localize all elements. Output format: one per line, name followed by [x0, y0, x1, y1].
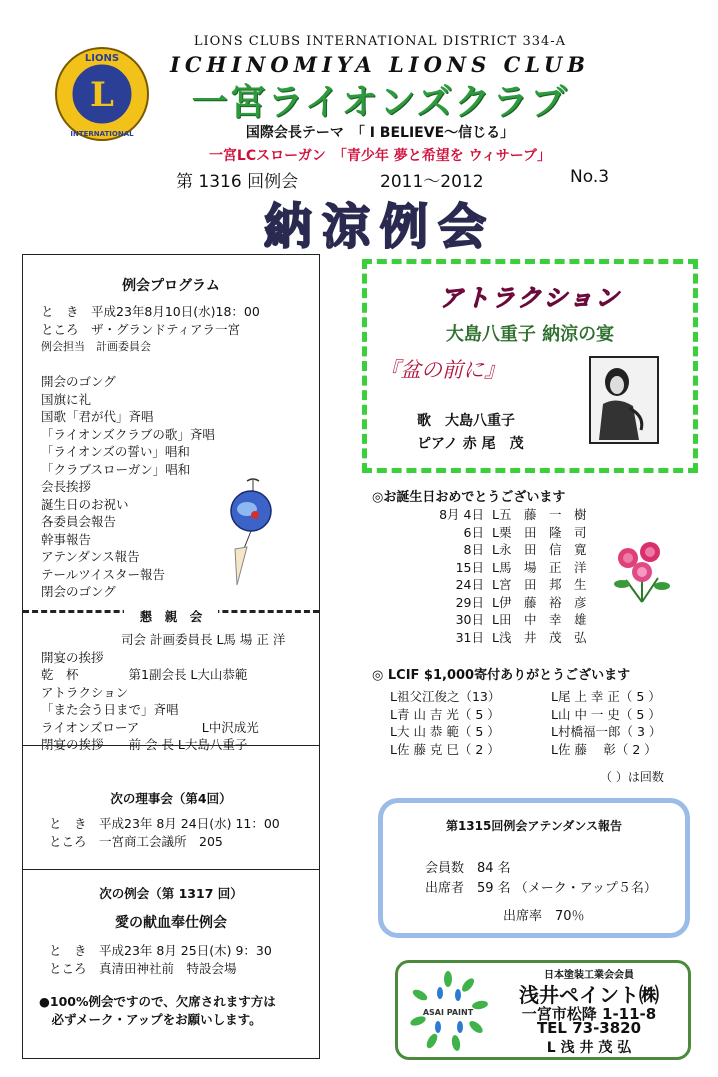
list-item: L尾 上 幸 正（ 5 ） [551, 689, 661, 704]
birthday-date: 30日 [455, 612, 484, 627]
program-item: 「ライオンズクラブの歌」斉唱 [41, 426, 215, 442]
birthday-date: 8日 [463, 542, 484, 557]
attendance-rate: 出席率 70％ [503, 909, 585, 924]
attendance-present: 出席者 59 名 （メーク・アップ５名） [425, 881, 657, 896]
list-item [410, 611, 600, 629]
ad-address: 一宮市松降 1-11-8 [521, 1005, 657, 1023]
list-item: L佐 藤 克 巳（ 2 ） [390, 741, 500, 757]
wind-chime-illustration [213, 477, 293, 587]
party-list [41, 631, 337, 754]
program-item: 会長挨拶 [41, 479, 92, 494]
ad-company: 浅井ペイント㈱ [519, 983, 659, 1007]
birthday-list [410, 506, 600, 646]
program-item: 国旗に礼 [41, 391, 92, 407]
party-title-text: 懇 親 会 [124, 609, 219, 624]
birthday-name: L伊 藤 裕 彦 [492, 594, 587, 610]
logo-center-letter: L [90, 75, 114, 115]
birthday-date: 29日 [455, 594, 484, 610]
party-item: 「また会う日まで」斉唱 [41, 702, 179, 717]
section-divider [23, 869, 319, 870]
birthday-title: ◎お誕生日おめでとうございます [372, 490, 566, 505]
list-item: L村橋福一郎（ 3 ） [551, 724, 662, 739]
list-item: L大 山 恭 範（ 5 ） [390, 724, 500, 739]
logo-top-text: LIONS [84, 53, 120, 64]
attraction-subtitle: 大島八重子 納涼の宴 [445, 324, 615, 345]
attendance-panel [378, 798, 690, 938]
party-item: ライオンズローア L中沢成光 [41, 719, 259, 735]
birthday-name: L浅 井 茂 弘 [492, 629, 587, 645]
attraction-panel [362, 259, 698, 473]
note-line: 必ずメーク・アップをお願いします。 [39, 1011, 262, 1027]
president-theme: 国際会長テーマ 「 I BELIEVE～信じる」 [245, 125, 515, 141]
program-item: 閉会のゴング [41, 584, 116, 599]
next-meeting-note [39, 993, 335, 1028]
birthday-date: 24日 [455, 577, 484, 592]
flower-illustration [612, 540, 674, 606]
birthday-name: L馬 場 正 洋 [492, 559, 587, 575]
party-title [23, 607, 319, 625]
club-slogan: 一宮LCスローガン 「青少年 夢と希望を ウィサーブ」 [208, 148, 552, 164]
next-meeting-info [49, 942, 345, 977]
program-item: テールツイスター報告 [41, 566, 166, 582]
fiscal-year: 2011～2012 [380, 172, 484, 192]
meeting-number: 第 1316 回例会 [176, 172, 299, 192]
logo-text: ASAI PAINT [422, 1008, 474, 1017]
list-item [410, 576, 600, 594]
party-item: 閉宴の挨拶 前 会 長 L大島八重子 [41, 737, 248, 752]
program-panel [22, 254, 320, 1059]
advertisement [395, 960, 691, 1060]
page-title: 納涼例会 [263, 199, 496, 255]
birthday-date: 6日 [463, 524, 484, 540]
lcif-note: （ ）は回数 [600, 770, 664, 784]
logo-bottom-text: INTERNATIONAL [70, 130, 134, 138]
list-item: L青 山 吉 光（ 5 ） [390, 706, 500, 722]
party-item: 開宴の挨拶 [41, 649, 104, 665]
song-title: 『盆の前に』 [379, 358, 505, 382]
attraction-title: アトラクション [439, 284, 621, 312]
ad-person: L 浅 井 茂 弘 [546, 1040, 632, 1056]
program-item: 「クラブスローガン」唱和 [41, 461, 191, 477]
list-item [410, 524, 600, 542]
club-name-english: ICHINOMIYA LIONS CLUB [170, 52, 590, 77]
birthday-date: 31日 [455, 629, 484, 645]
next-meeting-subtitle: 愛の献血奉仕例会 [115, 915, 227, 931]
program-when: と き 平成23年8月10日(水)18：00 [41, 304, 260, 319]
note-line: ●100%例会ですので、欠席されます方は [39, 994, 276, 1009]
program-item: 各委員会報告 [41, 514, 117, 529]
program-item: 「ライオンズの誓い」唱和 [41, 444, 190, 459]
attendance-members: 会員数 84 名 [425, 861, 511, 876]
list-item [410, 629, 600, 647]
lcif-left-list [390, 688, 500, 758]
section-divider [23, 745, 319, 746]
birthday-name: L栗 田 隆 司 [492, 524, 587, 540]
birthday-name: L永 田 信 寛 [492, 542, 587, 557]
program-title: 例会プログラム [122, 278, 220, 294]
program-item: アテンダンス報告 [41, 549, 140, 564]
issue-number: No.3 [570, 167, 610, 187]
asai-paint-logo [406, 969, 490, 1053]
birthday-name: L宮 田 邦 生 [492, 577, 587, 592]
lcif-right-list [551, 688, 661, 758]
program-item: 国歌「君が代」斉唱 [41, 409, 154, 424]
list-item [410, 559, 600, 577]
party-item: 乾 杯 第1副会長 L大山恭範 [41, 667, 248, 682]
birthday-date: 8月 4日 [439, 507, 484, 522]
board-info [49, 815, 345, 850]
party-item: アトラクション [41, 684, 129, 700]
list-item [410, 506, 600, 524]
program-where: ところ ザ・グランドティアラ一宮 [41, 321, 241, 337]
list-item [410, 541, 600, 559]
ad-tel: TEL 73-3820 [536, 1019, 642, 1037]
lions-logo [52, 44, 152, 144]
list-item [410, 594, 600, 612]
program-item: 開会のゴング [41, 374, 116, 389]
club-name-japanese: 一宮ライオンズクラブ [191, 82, 569, 123]
party-mc: 司会 計画委員長 L馬 場 正 洋 [121, 632, 286, 647]
district-label: LIONS CLUBS INTERNATIONAL DISTRICT 334-A [193, 34, 567, 49]
list-item: L佐 藤 彰（ 2 ） [551, 741, 657, 757]
list-item: L祖父江俊之（13） [390, 689, 501, 704]
program-item: 誕生日のお祝い [41, 496, 129, 512]
birthday-name: L五 藤 一 樹 [492, 507, 587, 522]
birthday-name: L田 中 幸 雄 [492, 612, 587, 627]
next-meeting-where: ところ 真清田神社前 特設会場 [49, 960, 237, 976]
program-host: 例会担当 計画委員会 [41, 340, 151, 353]
next-meeting-when: と き 平成23年 8月 25日(木) 9：30 [49, 943, 272, 958]
lcif-title: ◎ LCIF $1,000寄付ありがとうございます [372, 668, 631, 683]
attendance-title: 第1315回例会アテンダンス報告 [445, 819, 623, 833]
board-where: ところ 一宮商工会議所 205 [49, 833, 223, 849]
birthday-date: 15日 [455, 559, 484, 575]
next-meeting-title: 次の例会（第 1317 回） [99, 886, 243, 901]
singer-photo [589, 356, 659, 444]
ad-org: 日本塗装工業会会員 [544, 970, 634, 981]
board-title: 次の理事会（第4回） [110, 791, 232, 806]
board-when: と き 平成23年 8月 24日(水) 11：00 [49, 816, 280, 831]
program-info [41, 303, 337, 356]
list-item: L山 中 一 史（ 5 ） [551, 706, 661, 722]
singer-credit: 歌 大島八重子 [417, 413, 515, 429]
piano-credit: ピアノ 赤 尾 茂 [417, 436, 524, 452]
program-item: 幹事報告 [41, 531, 92, 547]
